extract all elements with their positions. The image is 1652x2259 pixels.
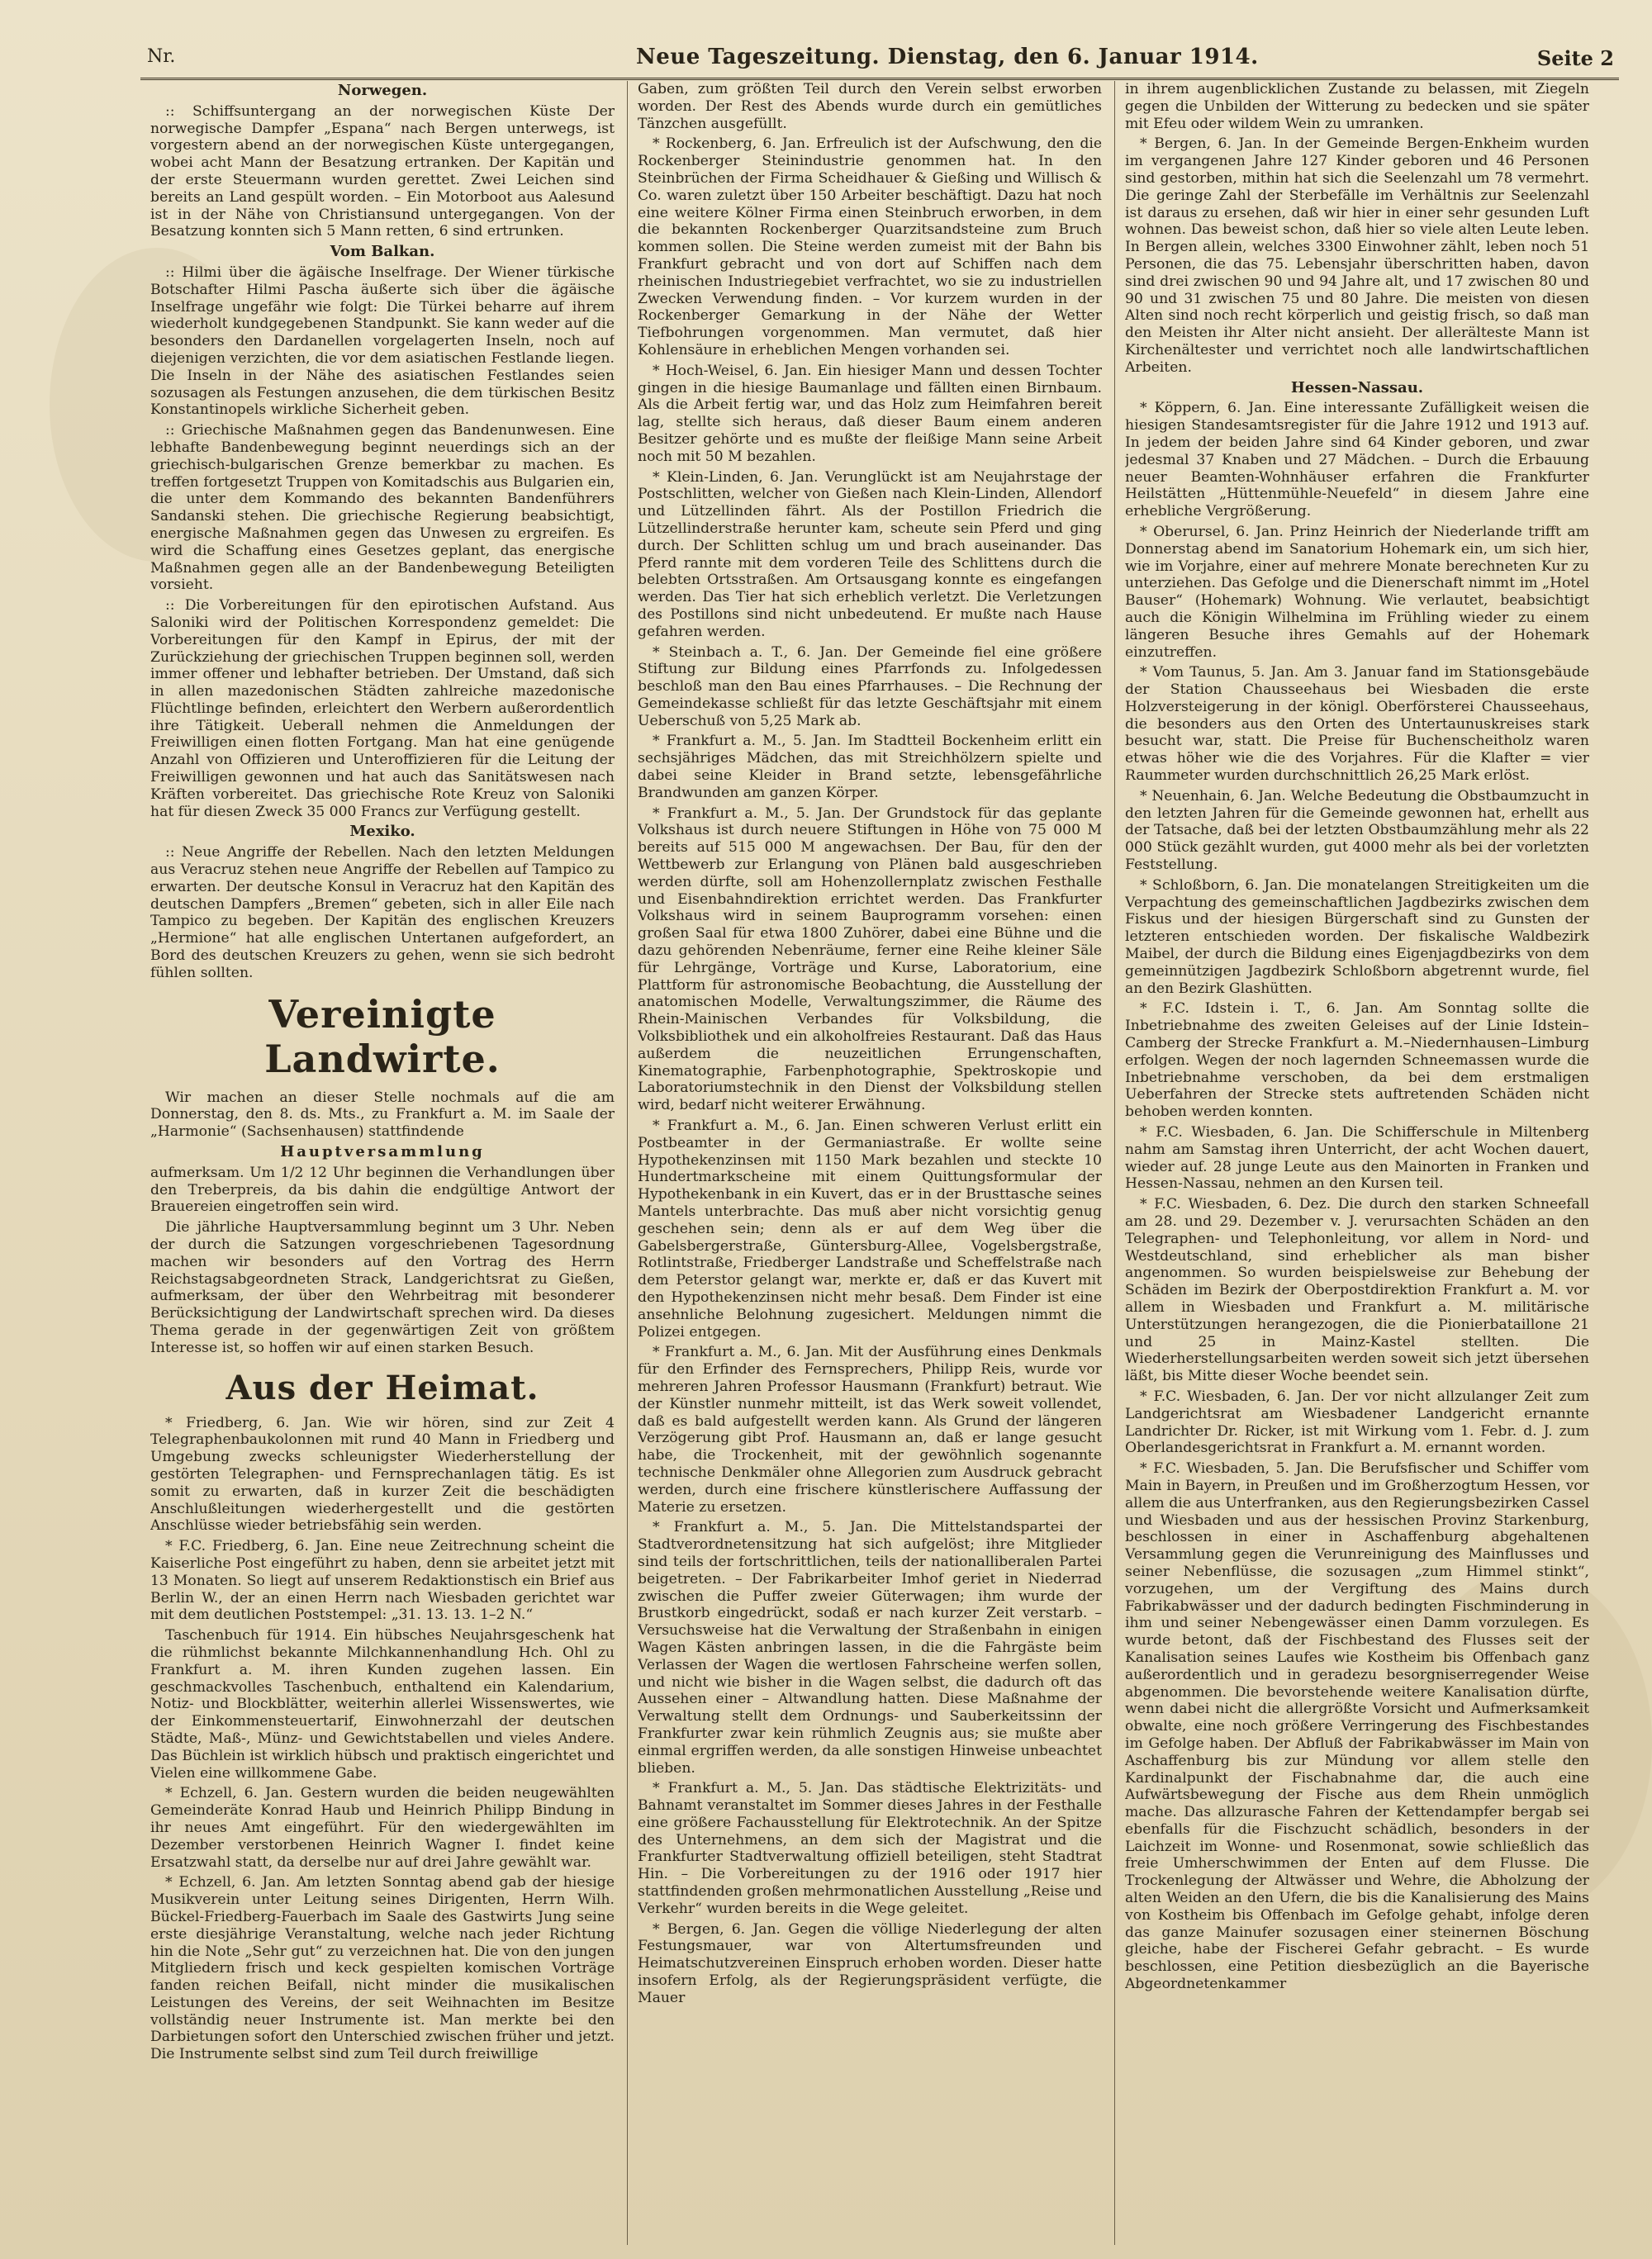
column-2 — [638, 81, 1102, 2245]
article-paragraph: * Neuenhain, 6. Jan. Welche Bedeutung die Obstbaumzucht in den letzten Jahren für die Gemeinde gewonnen hat, erhellt aus der Tatsache, daß bei der letzten Obstbaumzählung mehr als 22 000 Stück gezählt wurden, gut 4000 mehr als bei der vorletzten Feststellung. — [1125, 787, 1589, 874]
page-number: Seite 2 — [1536, 46, 1614, 70]
article-paragraph: * Vom Taunus, 5. Jan. Am 3. Januar fand im Stationsgebäude der Station Chausseehaus bei Wiesbaden die erste Holzversteigerung in der königl. Oberförsterei Chausseehaus, die besonders aus den Orten des Untertaunuskreises stark besucht war, statt. Die Preise für Buchenscheitholz waren etwas höher wie die des Vorjahres. Für die Klafter = vier Raummeter wurden durchschnittlich 26,25 Mark erlöst. — [1125, 664, 1589, 785]
article-paragraph: Die jährliche Hauptversammlung beginnt um 3 Uhr. Neben der durch die Satzungen vorgeschriebenen Tagesordnung machen wir besonders auf den Vortrag des Herrn Reichstagsabgeordneten Strack, Landgerichtsrat zu Gießen, aufmerksam, der über den Wehrbeitrag mit besonderer Berücksichtigung der Landwirtschaft sprechen wird. Da dieses Thema gerade in der gegenwärtigen Zeit von größtem Interesse ist, so hoffen wir auf einen starken Besuch. — [150, 1219, 615, 1356]
article-paragraph: * Frankfurt a. M., 5. Jan. Der Grundstock für das geplante Volkshaus ist durch neuere Stiftungen in Höhe von 75 000 M bereits auf 515 000 M angewachsen. Der Bau, für den der Wettbewerb zur Erlangung von Plänen bald ausgeschrieben werden dürfte, soll am Hohenzollernplatz zwischen Festhalle und Eisenbahndirektion errichtet werden. Das Frankfurter Volkshaus wird in seinem Bauprogramm vorsehen: einen großen Saal für etwa 1800 Zuhörer, dabei eine Bühne und die dazu gehörenden Nebenräume, ferner eine Reihe kleiner Säle für Lehrgänge, Vorträge und Kurse, Laboratorium, eine Plattform für astronomische Beobachtung, die Ausstellung der anatomischen Modelle, Verwaltungszimmer, die Räume des Rhein-Mainischen Verbandes für Volksbildung, die Volksbibliothek und ein alkoholfreies Restaurant. Daß das Haus außerdem die neuzeitlichen Errungenschaften, Kinematographie, Farbenphotographie, Spektroskopie und Laboratoriumstechnik in den Dienst der Volksbildung stellen wird, bedarf nicht weiterer Erwähnung. — [638, 804, 1102, 1114]
article-paragraph: Wir machen an dieser Stelle nochmals auf die am Donnerstag, den 8. ds. Mts., zu Frankfurt a. M. im Saale der „Harmonie“ (Sachsenhausen) stattfindende — [150, 1089, 615, 1141]
column-rule — [1114, 81, 1115, 2245]
article-paragraph: in ihrem augenblicklichen Zustande zu belassen, mit Ziegeln gegen die Unbilden der Witterung zu bedecken und sie später mit Efeu oder wildem Wein zu umranken. — [1125, 81, 1589, 132]
section-heading: Hessen-Nassau. — [1290, 378, 1424, 396]
article-paragraph: * F.C. Wiesbaden, 6. Dez. Die durch den starken Schneefall am 28. und 29. Dezember v. J. verursachten Schäden an den Telegraphen- und Telephonleitung, vor allem in Nord- und Westdeutschland, sind erheblicher als man bisher angenommen. So wurden beispielsweise zur Behebung der Schäden im Bezirk der Oberpostdirektion Frankfurt a. M. vor allem in Wiesbaden und Frankfurt a. M. militärische Unterstützungen herangezogen, die die Pionierbataillone 21 und 25 in Mainz-Kastel stellten. Die Wiederherstellungsarbeiten werden soweit sich jetzt übersehen läßt, bis Mitte dieser Woche beendet sein. — [1125, 1196, 1589, 1385]
article-paragraph: * Frankfurt a. M., 6. Jan. Einen schweren Verlust erlitt ein Postbeamter in der Germaniastraße. Er wollte seine Hypothekenzinsen mit 1150 Mark bezahlen und steckte 10 Hundertmarkscheine mit einem Quittungsformular der Hypothekenbank in ein Kuvert, das er in der Brusttasche seines Mantels unterbrachte. Das muß aber nicht vorsichtig genug geschehen sein; denn als er auf dem Weg über die Gabelsbergerstraße, Güntersburg-Allee, Vogelsbergstraße, Rotlintstraße, Friedberger Landstraße und Scheffelstraße nach dem Peterstor gelangt war, merkte er, daß er das Kuvert mit den Hypothekenzinsen nicht mehr besaß. Dem Finder ist eine ansehnliche Belohnung zugesichert. Meldungen nimmt die Polizei entgegen. — [638, 1118, 1102, 1341]
article-paragraph: * F.C. Friedberg, 6. Jan. Eine neue Zeitrechnung scheint die Kaiserliche Post eingeführt zu haben, denn sie arbeitet jetzt mit 13 Monaten. So liegt auf unserem Redaktionstisch ein Brief aus Berlin W., der an einen Herrn nach Wiesbaden gerichtet war mit dem deutlichen Poststempel: „31. 13. 13. 1–2 N.“ — [150, 1538, 615, 1624]
issue-number-label: Nr. — [147, 46, 176, 67]
article-paragraph: * F.C. Wiesbaden, 6. Jan. Der vor nicht allzulanger Zeit zum Landgerichtsrat am Wiesbadener Landgericht ernannte Landrichter Dr. Ricker, ist mit Wirkung vom 1. Febr. d. J. zum Oberlandesgerichtsrat in Frankfurt a. M. ernannt worden. — [1125, 1388, 1589, 1457]
article-paragraph: * F.C. Idstein i. T., 6. Jan. Am Sonntag sollte die Inbetriebnahme des zweiten Geleises auf der Linie Idstein–Camberg der Strecke Frankfurt a. M.–Niedernhausen–Limburg erfolgen. Wegen der noch lagernden Schneemassen wurde die Inbetriebnahme verschoben, da bei dem erstmaligen Ueberfahren der Strecke stets auftretenden Schäden nicht behoben werden konnten. — [1125, 1000, 1589, 1121]
section-heading: Norwegen. — [337, 82, 428, 99]
article-paragraph: Taschenbuch für 1914. Ein hübsches Neujahrsgeschenk hat die rühmlichst bekannte Milchkannenhandlung Hch. Ohl zu Frankfurt a. M. ihren Kunden zugehen lassen. Ein geschmackvolles Taschenbuch, enthaltend ein Kalendarium, Notiz- und Blockblätter, weiterhin allerlei Wissenswertes, wie der Einkommensteuertarif, Einwohnerzahl der deutschen Städte, Maß-, Münz- und Gewichtstabellen und vieles Andere. Das Büchlein ist wirklich hübsch und praktisch eingerichtet und Vielen eine willkommene Gabe. — [150, 1627, 615, 1782]
column-1 — [150, 81, 615, 2245]
article-paragraph: * Frankfurt a. M., 5. Jan. Die Mittelstandspartei der Stadtverordnetensitzung hat sich aufgelöst; ihre Mitglieder sind teils der fortschrittlichen, teils der nationalliberalen Partei beigetreten. – Der Fabrikarbeiter Imhof geriet in Niederrad zwischen die Puffer zweier Güterwagen; ihm wurde der Brustkorb eingedrückt, sodaß er nach kurzer Zeit verstarb. – Versuchsweise hat die Verwaltung der Straßenbahn in einigen Wagen Kästen anbringen lassen, in die die Fahrgäste beim Verlassen der Wagen die wertlosen Fahrscheine werfen sollen, und nicht wie bisher in die Wagen selbst, die dadurch oft das Aussehen einer – Altwandlung hatten. Diese Maßnahme der Verwaltung stellt dem Ordnungs- und Sauberkeitssinn der Frankfurter zwar kein rühmlich Zeugnis aus; sie mußte aber einmal ergriffen werden, da alle sonstigen Hinweise unbeachtet blieben. — [638, 1519, 1102, 1777]
article-paragraph: * Bergen, 6. Jan. In der Gemeinde Bergen-Enkheim wurden im vergangenen Jahre 127 Kinder geboren und 46 Personen sind gestorben, mithin hat sich die Seelenzahl um 78 vermehrt. Die geringe Zahl der Sterbefälle im Verhältnis zur Seelenzahl ist daraus zu ersehen, daß wir hier in einer sehr gesunden Luft wohnen. Das beweist schon, daß hier so viele alten Leute leben. In Bergen allein, welches 3300 Einwohner zählt, leben noch 51 Personen, die das 75. Lebensjahr überschritten haben, davon sind drei zwischen 90 und 94 Jahre alt, und 17 zwischen 80 und 90 und 31 zwischen 75 und 80 Jahre. Die meisten von diesen Alten sind noch recht körperlich und geistig frisch, so daß man den Meisten ihr Alter nicht ansieht. Der allerälteste Mann ist Kirchenältester und verrichtet noch alle landwirtschaftlichen Arbeiten. — [1125, 135, 1589, 376]
article-paragraph: * Frankfurt a. M., 5. Jan. Im Stadtteil Bockenheim erlitt ein sechsjähriges Mädchen, das mit Streichhölzern spielte und dabei seine Kleider in Brand setzte, lebensgefährliche Brandwunden am ganzen Körper. — [638, 733, 1102, 801]
article-paragraph: * Frankfurt a. M., 6. Jan. Mit der Ausführung eines Denkmals für den Erfinder des Fernsprechers, Philipp Reis, wurde vor mehreren Jahren Professor Hausmann (Frankfurt) betraut. Wie der Künstler nunmehr mitteilt, ist das Werk soweit vollendet, daß es bald aufgestellt werden kann. Als Grund der längeren Verzögerung gibt Prof. Hausmann an, daß er lange gesucht habe, die Trockenheit, mit der gewöhnlich sogenannte technische Denkmäler ohne Allegorien zum Ausdruck gebracht werden, durch eine frischere künstlerischere Auffassung der Materie zu ersetzen. — [638, 1344, 1102, 1516]
column-3 — [1125, 81, 1589, 2245]
article-paragraph: :: Die Vorbereitungen für den epirotischen Aufstand. Aus Saloniki wird der Politischen Korrespondenz gemeldet: Die Vorbereitungen für den Kampf in Epirus, der mit der Zurückziehung der griechischen Truppen beginnen soll, werden immer offener und lebhafter betrieben. Der Umstand, daß sich in allen mazedonischen Städten zahlreiche mazedonische Flüchtlinge befinden, erleichtert den Werbern außerordentlich ihre Tätigkeit. Ueberall nehmen die Anmeldungen der Freiwilligen einen flotten Fortgang. Man hat eine genügende Anzahl von Offizieren und Unteroffizieren für die Leitung der Freiwilligen gewonnen und hat auch das Sanitätswesen nach Kräften vorbereitet. Das griechische Rote Kreuz von Saloniki hat für diesen Zweck 35 000 Francs zur Verfügung gestellt. — [150, 597, 615, 820]
section-heading: Mexiko. — [349, 823, 415, 841]
article-paragraph: :: Neue Angriffe der Rebellen. Nach den letzten Meldungen aus Veracruz stehen neue Angriffe der Rebellen auf Tampico zu erwarten. Der deutsche Konsul in Veracruz hat den Kapitän des deutschen Dampfers „Bremen“ gebeten, sich in aller Eile nach Tampico zu begeben. Der Kapitän des englischen Kreuzers „Hermione“ hat alle englischen Untertanen aufgefordert, an Bord des deutschen Kreuzers zu gehen, wenn sie sich bedroht fühlen sollten. — [150, 844, 615, 981]
headline-heimat: Aus der Heimat. — [225, 1368, 539, 1407]
article-paragraph: * Steinbach a. T., 6. Jan. Der Gemeinde fiel eine größere Stiftung zur Bildung eines Pfarrfonds zu. Infolgedessen beschloß man den Bau eines Pfarrhauses. – Die Rechnung der Gemeindekasse schließt für das letzte Geschäftsjahr mit einem Ueberschuß von 5,25 Mark ab. — [638, 643, 1102, 729]
article-paragraph: * F.C. Wiesbaden, 6. Jan. Die Schifferschule in Miltenberg nahm am Samstag ihren Unterricht, der acht Wochen dauert, wieder auf. 28 junge Leute aus den Mainorten in Franken und Hessen-Nassau, nehmen an den Kursen teil. — [1125, 1124, 1589, 1193]
article-paragraph: * Klein-Linden, 6. Jan. Verunglückt ist am Neujahrstage der Postschlitten, welcher von Gießen nach Klein-Linden, Allendorf und Lützellinden fährt. Als der Postillon Friedrich die Lützellinderstraße herunter kam, scheute sein Pferd und ging durch. Der Schlitten schlug um und brach auseinander. Das Pferd rannte mit dem vorderen Teile des Schlittens durch die belebten Ortsstraßen. Am Ortsausgang konnte es eingefangen werden. Das Tier hat sich erheblich verletzt. Die Verletzungen des Postillons sind nicht unbedeutend. Er mußte nach Hause gefahren werden. — [638, 468, 1102, 640]
page-header — [140, 43, 1619, 80]
spaced-heading: Hauptversammlung — [280, 1143, 485, 1161]
article-paragraph: * Bergen, 6. Jan. Gegen die völlige Niederlegung der alten Festungsmauer, war von Altertumsfreunden und Heimatschutzvereinen Einspruch erhoben worden. Dieser hatte insofern Erfolg, als der Regierungspräsident verfügte, die Mauer — [638, 1920, 1102, 2006]
article-paragraph: * Hoch-Weisel, 6. Jan. Ein hiesiger Mann und dessen Tochter gingen in die hiesige Baumanlage und fällten einen Birnbaum. Als die Arbeit fertig war, und das Holz zum Heimfahren bereit lag, stellte sich heraus, daß dieser Baum einem anderen Besitzer gehörte und es mußte der fleißige Mann seine Arbeit noch mit 50 M bezahlen. — [638, 362, 1102, 465]
article-paragraph: * Friedberg, 6. Jan. Wie wir hören, sind zur Zeit 4 Telegraphenbaukolonnen mit rund 40 Mann in Friedberg und Umgebung zwecks schleunigster Wiederherstellung der gestörten Telegraphen- und Fernsprechanlagen tätig. Es ist somit zu erwarten, daß in kurzer Zeit die beschädigten Anschlußleitungen wiederhergestellt und die gestörten Anschlüsse wieder betriebsfähig sein werden. — [150, 1414, 615, 1535]
column-rule — [627, 81, 628, 2245]
article-paragraph: :: Schiffsuntergang an der norwegischen Küste Der norwegische Dampfer „Espana“ nach Bergen unterwegs, ist vorgestern abend an der norwegischen Küste untergegangen, wobei acht Mann der Besatzung ertranken. Der Kapitän und der erste Steuermann wurden gerettet. Zwei Leichen sind bereits an Land gespült worden. – Ein Motorboot aus Aalesund ist in der Nähe von Christiansund untergegangen. Von der Besatzung konnten sich 5 Mann retten, 6 sind ertrunken. — [150, 102, 615, 240]
article-paragraph: * Oberursel, 6. Jan. Prinz Heinrich der Niederlande trifft am Donnerstag abend im Sanatorium Hohemark ein, um sich hier, wie im Vorjahre, einer auf mehrere Monate berechneten Kur zu unterziehen. Das Gefolge und die Dienerschaft nimmt im „Hotel Bauser“ (Hohemark) Wohnung. Wie verlautet, beabsichtigt auch die Königin Wilhelmina im Frühling wieder zu einem längeren Besuche ihres Gemahls auf der Hohemark einzutreffen. — [1125, 523, 1589, 661]
article-paragraph: aufmerksam. Um 1/2 12 Uhr beginnen die Verhandlungen über den Treberpreis, da bis dahin die endgültige Antwort der Brauereien eingetroffen sein wird. — [150, 1164, 615, 1216]
article-paragraph: * Frankfurt a. M., 5. Jan. Das städtische Elektrizitäts- und Bahnamt veranstaltet im Sommer dieses Jahres in der Festhalle eine größere Fachausstellung für Elektrotechnik. An der Spitze des Unternehmens, an dem sich der Magistrat und die Frankfurter Stadtverwaltung offiziell beteiligen, steht Stadtrat Hin. – Die Vorbereitungen zu der 1916 oder 1917 hier stattfindenden großen mehrmonatlichen Ausstellung „Reise und Verkehr“ wurden bereits in die Wege geleitet. — [638, 1780, 1102, 1917]
article-paragraph: * F.C. Wiesbaden, 5. Jan. Die Berufsfischer und Schiffer vom Main in Bayern, in Preußen und im Großherzogtum Hessen, vor allem die aus Unterfranken, aus den Regierungsbezirken Cassel und Wiesbaden und aus der hessischen Provinz Starkenburg, beschlossen in einer in Aschaffenburg abgehaltenen Versammlung gegen die Verunreinigung des Mainflusses und seiner Nebenflüsse, die sozusagen „zum Himmel stinkt“, vorzugehen, um der Vergiftung des Mains durch Fabrikabwässer und der dadurch bedingten Fischminderung in ihm und seiner Nebengewässer einen Damm vorzulegen. Es wurde betont, daß der Fischbestand des Flusses seit der Kanalisation seines Laufes wie Kostheim bis Offenbach ganz außerordentlich und in geradezu besorgniserregender Weise abgenommen. Die bevorstehende weitere Kanalisation dürfte, wenn dabei nicht die allergrößte Vorsicht und Aufmerksamkeit obwalte, eine noch größere Verringerung des Fischbestandes im Gefolge haben. Der Abfluß der Fabrikabwässer im Main von Aschaffenburg bis zur Mündung vor allem stelle den Kardinalpunkt der Fischabnahme dar, die auch eine Aufwärtsbewegung der Fische aus dem Rhein unmöglich mache. Das allzurasche Fahren der Kettendampfer bergab sei ebenfalls für die Fischzucht schädlich, besonders in der Laichzeit im Wonne- und Rosenmonat, sowie schließlich das freie Umherschwimmen der Enten auf dem Flusse. Die Trockenlegung der Altwässer und Wehre, die Abholzung der alten Weiden an den Ufern, die bis die Kanalisierung des Mains von Kostheim bis Offenbach im Gefolge gehabt, infolge deren das ganze Mainufer sozusagen einer steinernen Böschung gleiche, habe der Fischerei Gefahr gebracht. – Es wurde beschlossen, eine Petition diesbezüglich an die Bayerische Abgeordnetenkammer — [1125, 1460, 1589, 1993]
article-paragraph: :: Griechische Maßnahmen gegen das Bandenunwesen. Eine lebhafte Bandenbewegung beginnt neuerdings sich an der griechisch-bulgarischen Grenze bemerkbar zu machen. Es treffen fortgesetzt Truppen von Komitadschis aus Bulgarien ein, die unter dem Kommando des bekannten Bandenführers Sandanski stehen. Die griechische Regierung beabsichtigt, energische Maßnahmen gegen das Unwesen zu ergreifen. Es wird die Schaffung eines Gesetzes geplant, das energische Maßnahmen gegen alle an der Bandenbewegung Beteiligten vorsieht. — [150, 422, 615, 594]
article-paragraph: * Rockenberg, 6. Jan. Erfreulich ist der Aufschwung, den die Rockenberger Steinindustrie genommen hat. In den Steinbrüchen der Firma Scheidhauer & Gießing und Willisch & Co. waren zuletzt über 150 Arbeiter beschäftigt. Dazu hat noch eine weitere Kölner Firma einen Steinbruch erworben, in dem die bekannten Rockenberger Quarzitsandsteine zum Bruch kommen sollen. Die Steine werden zumeist mit der Bahn bis Frankfurt gebracht und von dort auf Schiffen nach dem rheinischen Industriegebiet verfrachtet, wo sie zu industriellen Zwecken Verwendung finden. – Vor kurzem wurden in der Rockenberger Gemarkung in der Nähe der Wetter Tiefbohrungen vorgenommen. Man vermutet, daß hier Kohlensäure in erheblichen Mengen vorhanden sei. — [638, 135, 1102, 358]
masthead-date: Neue Tageszeitung. Dienstag, den 6. Januar 1914. — [636, 45, 1259, 69]
article-paragraph: * Echzell, 6. Jan. Am letzten Sonntag abend gab der hiesige Musikverein unter Leitung seines Dirigenten, Herrn Wilh. Bückel-Friedberg-Fauerbach im Saale des Gastwirts Jung seine erste diesjährige Veranstaltung, welche nach jeder Richtung hin die Note „Sehr gut“ zu verzeichnen hat. Die von den jungen Mitgliedern frisch und keck gespielten komischen Vorträge fanden reichen Beifall, nicht minder die musikalischen Leistungen des Vereins, der seit Weihnachten im Besitze vollständig neuer Instrumente ist. Man merkte bei den Darbietungen sofort den Unterschied zwischen früher und jetzt. Die Instrumente selbst sind zum Teil durch freiwillige — [150, 1874, 615, 2063]
article-paragraph: * Köppern, 6. Jan. Eine interessante Zufälligkeit weisen die hiesigen Standesamtsregister für die Jahre 1912 und 1913 auf. In jedem der beiden Jahre sind 64 Kinder geboren, und zwar jedesmal 37 Knaben und 27 Mädchen. – Durch die Erbauung neuer Beamten-Wohnhäuser erfahren die Frankfurter Heilstätten „Hüttenmühle-Neuefeld“ in diesem Jahre eine erhebliche Vergrößerung. — [1125, 400, 1589, 520]
article-paragraph: * Schloßborn, 6. Jan. Die monatelangen Streitigkeiten um die Verpachtung des gemeinschaftlichen Jagdbezirks zwischen dem Fiskus und der hiesigen Bürgerschaft sind zu Gunsten der letzteren entschieden worden. Der fiskalische Waldbezirk Maibel, der durch die Bildung eines Eigenjagdbezirks von dem gemeinnützigen Jagdbezirk Schloßborn abgetrennt wurde, fiel an den Bezirk Glashütten. — [1125, 876, 1589, 997]
article-paragraph: :: Hilmi über die ägäische Inselfrage. Der Wiener türkische Botschafter Hilmi Pascha äußerte sich über die ägäische Inselfrage ungefähr wie folgt: Die Türkei beharre auf ihrem wiederholt kundgegebenen Standpunkt. Sie kann weder auf die besonders den Dardanellen vorgelagerten Inseln, noch auf diejenigen verzichten, die vor dem asiatischen Festlande liegen. Die Inseln in der Nähe des asiatischen Festlandes seien sozusagen als Festungen anzusehen, die dem türkischen Besitz Konstantinopels wirkliche Sicherheit geben. — [150, 263, 615, 419]
article-paragraph: * Echzell, 6. Jan. Gestern wurden die beiden neugewählten Gemeinderäte Konrad Haub und Heinrich Philipp Bindung in ihr neues Amt eingeführt. Für den wiedergewählten im Dezember verstorbenen Heinrich Wagner I. findet keine Ersatzwahl statt, da derselbe nur auf drei Jahre gewählt war. — [150, 1785, 615, 1871]
section-heading: Vom Balkan. — [330, 243, 435, 261]
article-paragraph: Gaben, zum größten Teil durch den Verein selbst erworben worden. Der Rest des Abends wurde durch ein gemütliches Tänzchen ausgefüllt. — [638, 81, 1102, 132]
headline-landwirte: Vereinigte Landwirte. — [264, 991, 501, 1081]
